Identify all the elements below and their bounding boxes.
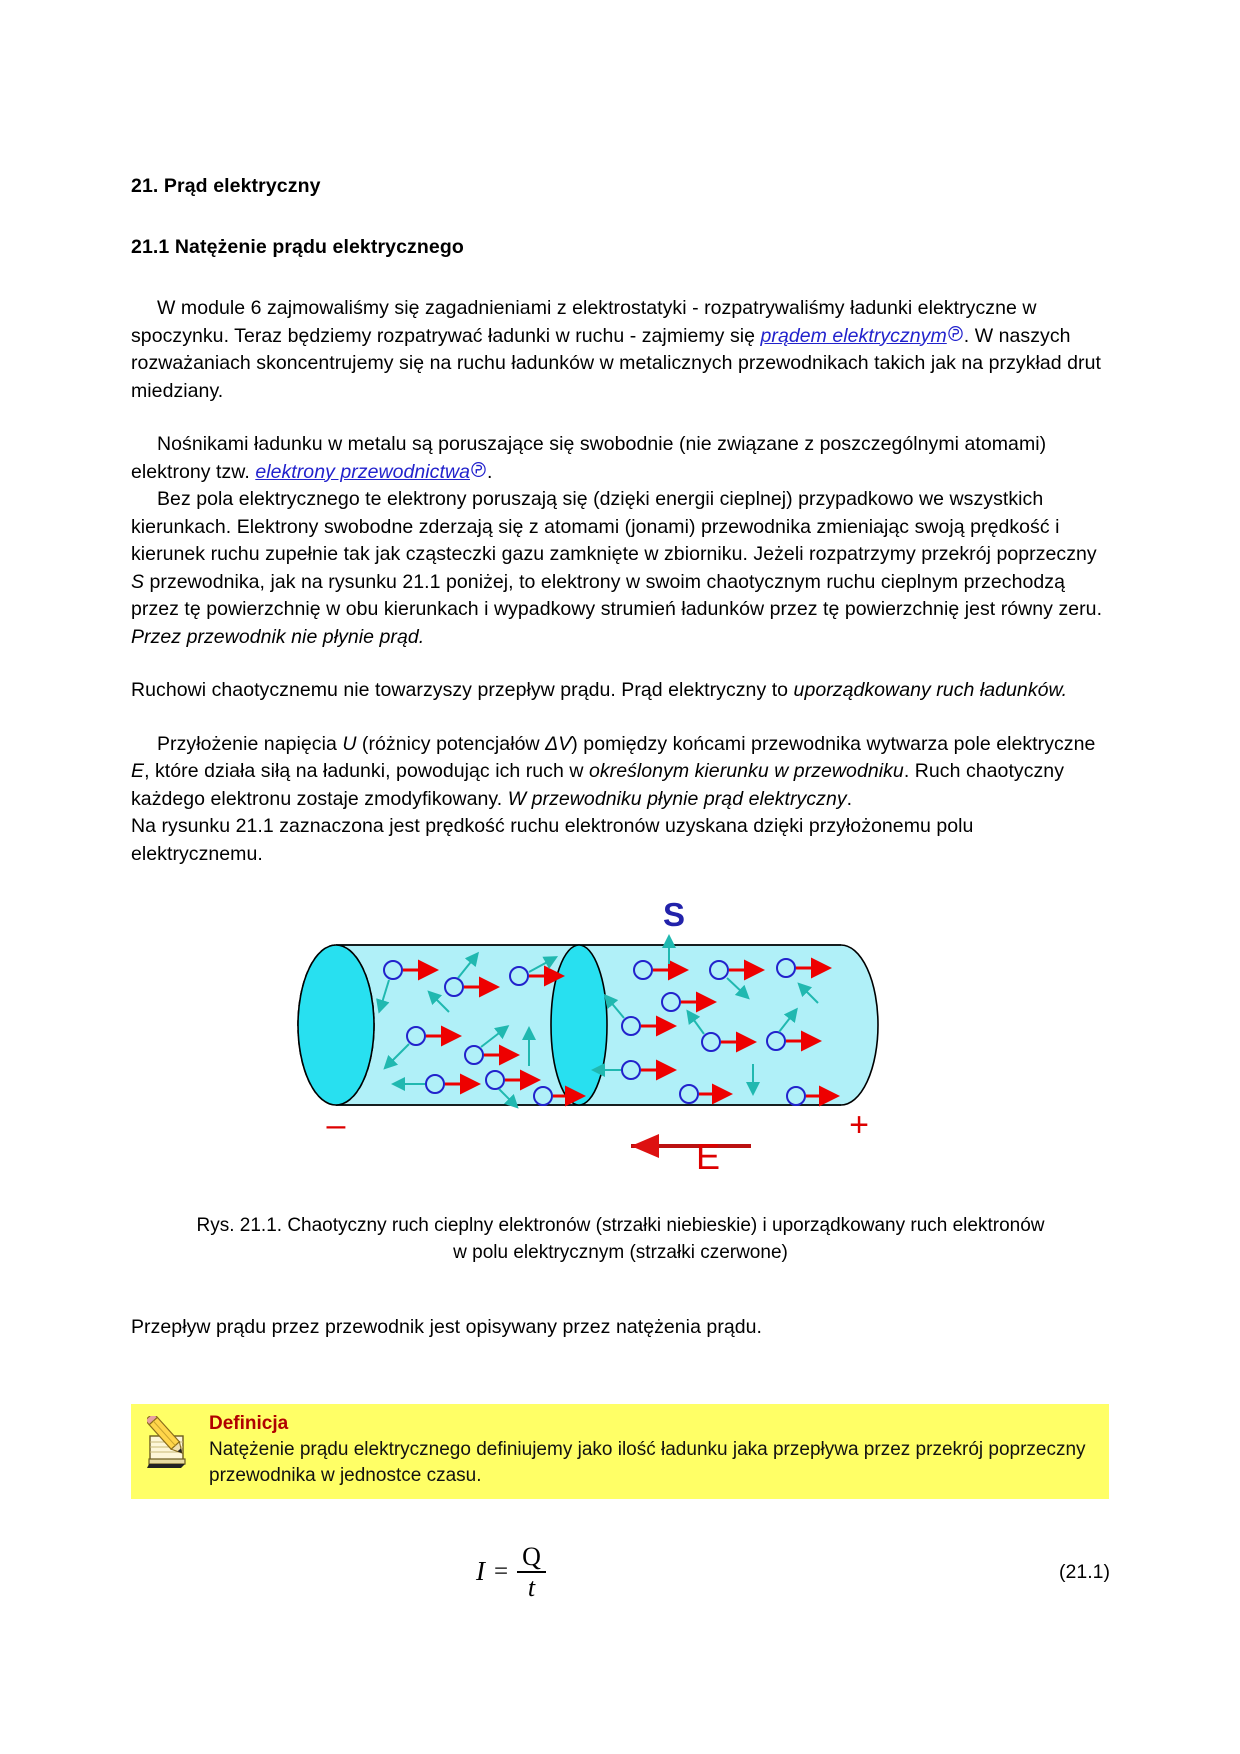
paragraph-5-text-g: Na rysunku 21.1 zaznaczona jest prędkość ruchu elektronów uzyskana dzięki przyłożonemu polu elektrycznemu. (131, 815, 974, 865)
electric-field-label-E: E (696, 1136, 721, 1177)
link-elektrony-przewodnictwa[interactable]: elektrony przewodnictwa (255, 460, 470, 483)
figure-caption-line-1: Rys. 21.1. Chaotyczny ruch cieplny elektronów (strzałki niebieskie) i uporządkowany ruch elektronów (196, 1215, 1045, 1236)
paragraph-2-text-b: . (486, 460, 493, 483)
paragraph-5-text-a: Przyłożenie napięcia (157, 732, 343, 755)
cross-section-disc-S (551, 945, 607, 1105)
paragraph-5-text-d: , które działa siłą na ładunki, powodując ich ruch w (144, 760, 589, 782)
variable-E: E (131, 760, 145, 782)
encyclopedia-link-icon[interactable] (948, 326, 963, 341)
paragraph-5-text-e: . Ruch chaotyczny każdego elektronu zostaje zmodyfikowany. (131, 760, 1065, 810)
definition-callout (131, 1404, 1109, 1499)
spacer (131, 1158, 1110, 1194)
paragraph-2-text-a: Nośnikami ładunku w metalu są poruszające się swobodnie (nie związane z poszczególnymi atomami) elektrony tzw. (131, 433, 1047, 483)
paragraph-1-text-a: W module 6 zajmowaliśmy się zagadnieniami z elektrostatyki - rozpatrywaliśmy ładunki elektryczne w spoczynku. Teraz będziemy rozpatrywać ładunki w ruchu - zajmiemy się (131, 297, 1037, 347)
definition-text: Natężenie prądu elektrycznego definiujemy jako ilość ładunku jaka przepływa przez przekrój poprzeczny przewodnika w jednostce czasu. (209, 1438, 1086, 1486)
figure-21-1 (131, 896, 1111, 1177)
paragraph-5-text-b: (różnicy potencjałów (356, 732, 546, 755)
paragraph-4 (131, 677, 1110, 705)
equation-numerator: Q (522, 1541, 541, 1571)
terminal-plus-label: + (849, 1106, 869, 1144)
figure-caption-line-2: w polu elektrycznym (strzałki czerwone) (453, 1242, 788, 1263)
variable-S: S (131, 570, 145, 593)
paragraph-2 (131, 431, 1110, 486)
paragraph-3-emphasis: Przez przewodnik nie płynie prąd. (131, 625, 425, 648)
figure-caption (131, 1212, 1110, 1266)
equation-lhs: I (476, 1556, 485, 1587)
terminal-minus-label: – (326, 1106, 346, 1144)
paragraph-6: Przepływ prądu przez przewodnik jest opisywany przez natężenia prądu. (131, 1316, 763, 1338)
equation-21-1 (476, 1543, 546, 1602)
paragraph-5-emphasis-2: W przewodniku płynie prąd elektryczny (507, 787, 847, 810)
variable-U: U (342, 732, 357, 755)
cross-section-label-S: S (663, 896, 686, 933)
conductor-cylinder-diagram (131, 908, 1111, 1158)
spacer (131, 259, 1110, 295)
spacer (131, 405, 1110, 431)
paragraph-5-text-c: ) pomiędzy końcami przewodnika wytwarza pole elektryczne (571, 732, 1096, 755)
spacer (131, 1266, 1110, 1314)
encyclopedia-link-icon[interactable] (471, 462, 486, 477)
paragraph-5 (131, 731, 1110, 869)
variable-delta-V: ΔV (545, 732, 572, 755)
definition-body (209, 1412, 1109, 1489)
section-subtitle: 21.1 Natężenie prądu elektrycznego (131, 236, 464, 258)
pencil-notepad-icon (147, 1416, 193, 1468)
paragraph-3 (131, 486, 1110, 651)
paragraph-3-text-b: przewodnika, jak na rysunku 21.1 poniżej, to elektrony w swoim chaotycznym ruchu cieplnym przechodzą przez tę powierzchnię w obu kierunkach i wypadkowy strumień ładunków przez tę powierzchnię jest równy zeru. (131, 570, 1103, 620)
spacer (131, 651, 1110, 677)
spacer (131, 705, 1110, 731)
equation-number: (21.1) (1059, 1560, 1110, 1583)
page-title: 21. Prąd elektryczny (131, 175, 321, 197)
paragraph-4-text-a: Ruchowi chaotycznemu nie towarzyszy przepływ prądu. Prąd elektryczny to (131, 679, 794, 701)
electric-field-arrow (631, 1134, 751, 1158)
definition-title: Definicja (209, 1412, 289, 1434)
definition-icon-wrapper (131, 1412, 209, 1468)
paragraph-4-emphasis: uporządkowany ruch ładunków. (793, 679, 1068, 701)
equation-fraction (517, 1543, 546, 1602)
paragraph-5-emphasis-1: określonym kierunku w przewodniku (588, 760, 904, 782)
paragraph-3-text-a: Bez pola elektrycznego te elektrony poruszają się (dzięki energii cieplnej) przypadkowo we wszystkich kierunkach. Elektrony swobodne zderzają się z atomami (jonami) przewodnika zmieniając swoją prędkość i kierunek ruchu zupełnie tak jak cząsteczki gazu zamknięte w zbiorniku. Jeżeli rozpatrzymy przekrój poprzeczny (131, 488, 1097, 565)
paragraph-5-text-f: . (846, 787, 853, 810)
paragraph-1-text-b: . W naszych rozważaniach skoncentrujemy się na ruchu ładunków w metalicznych przewodnikach takich jak na przykład drut miedziany. (131, 324, 1101, 402)
equation-row (131, 1543, 1110, 1613)
equation-equals-sign: = (494, 1557, 509, 1585)
equation-denominator: t (527, 1572, 536, 1602)
link-prad-elektryczny[interactable]: prądem elektrycznym (760, 324, 947, 347)
paragraph-1 (131, 295, 1110, 405)
